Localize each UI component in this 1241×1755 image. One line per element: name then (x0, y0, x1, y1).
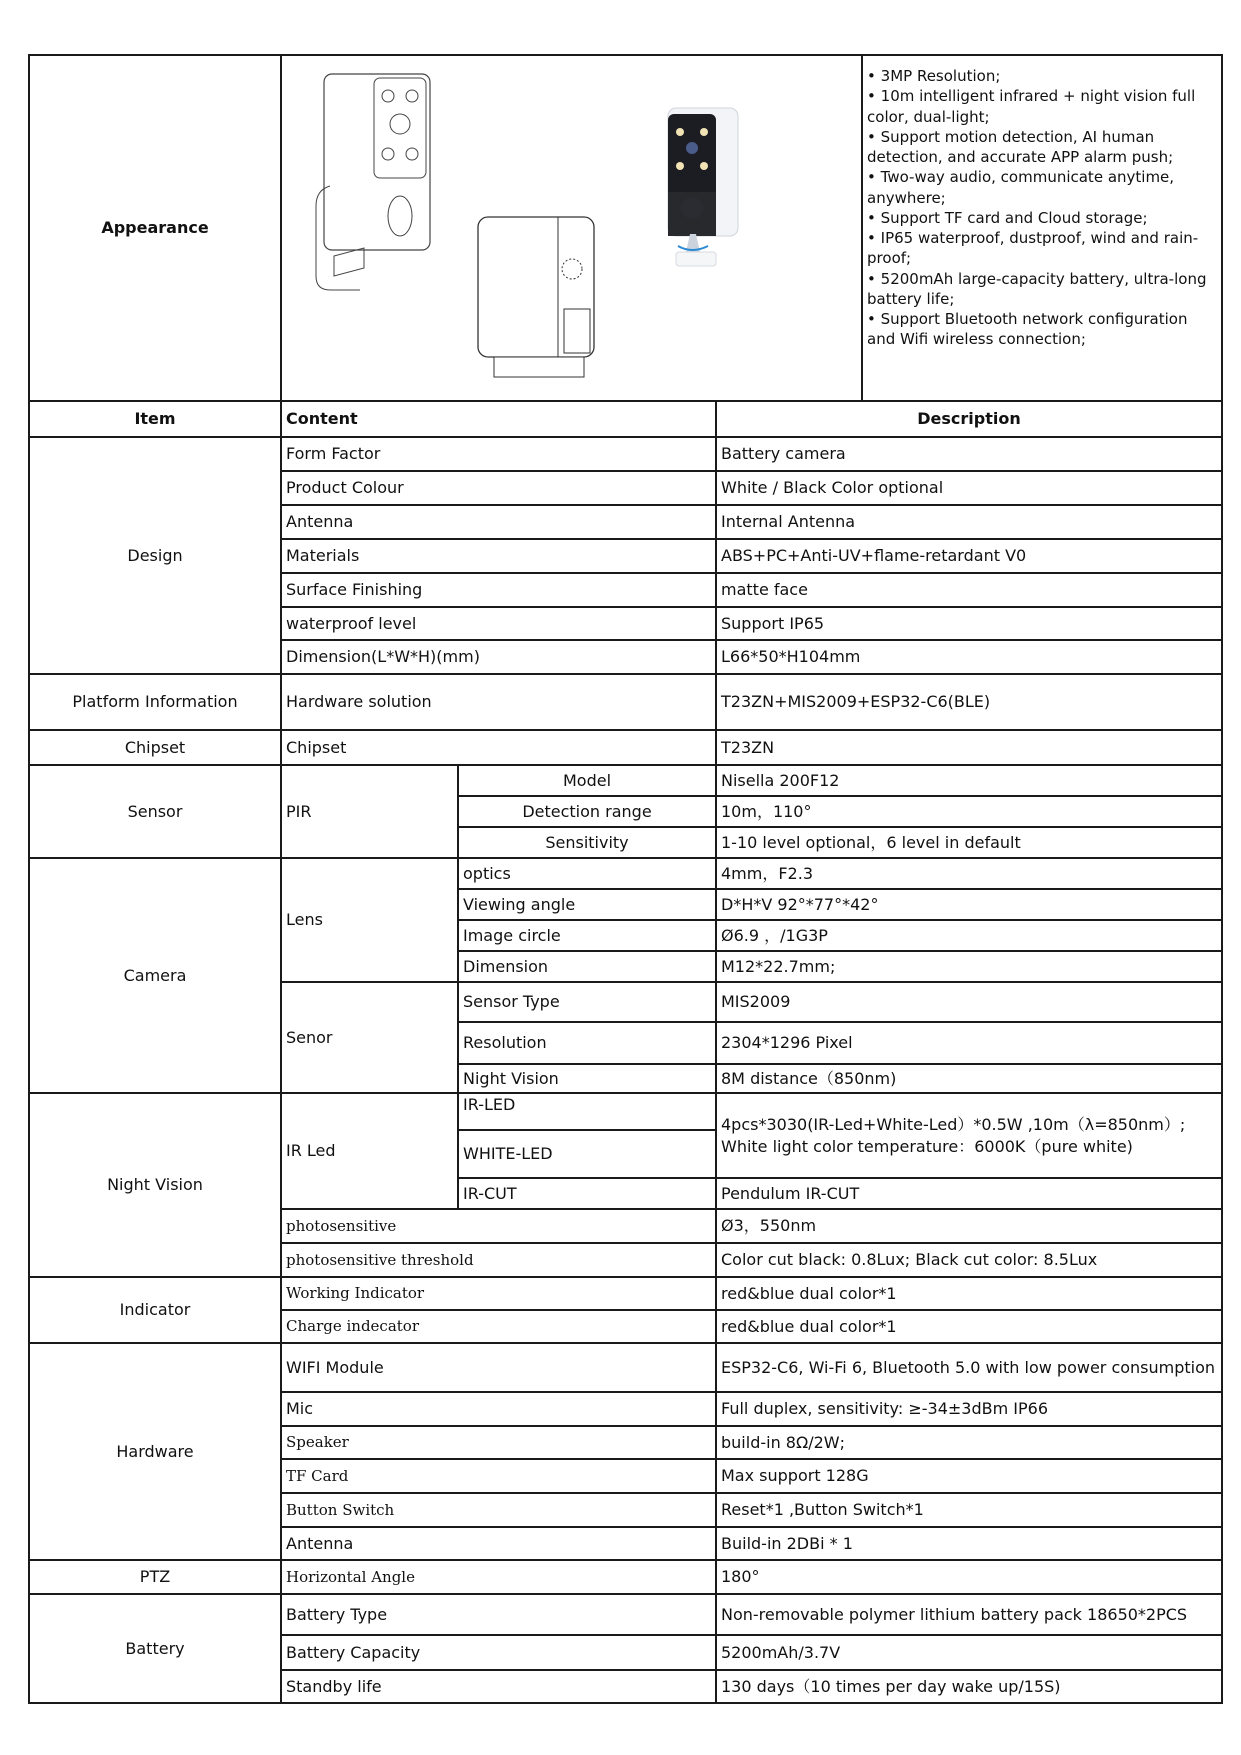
row-value: Nisella 200F12 (716, 765, 1222, 796)
table-row (29, 1594, 1222, 1635)
group-senor: Senor (281, 982, 458, 1093)
row-value: ABS+PC+Anti-UV+flame-retardant V0 (716, 539, 1222, 573)
row-key: Working Indicator (281, 1277, 716, 1310)
row-key: photosensitive threshold (281, 1243, 716, 1277)
row-value: 1-10 level optional，6 level in default (716, 827, 1222, 858)
feature-item: • Two-way audio, communicate anytime, anywhere; (867, 168, 1175, 207)
table-row (29, 437, 1222, 471)
row-value: 130 days（10 times per day wake up/15S) (716, 1670, 1222, 1703)
row-value-led (716, 1093, 1222, 1178)
row-value: 5200mAh/3.7V (716, 1635, 1222, 1670)
row-value: 2304*1296 Pixel (716, 1022, 1222, 1064)
row-value: D*H*V 92°*77°*42° (716, 889, 1222, 920)
row-value: MIS2009 (716, 982, 1222, 1022)
row-key: Surface Finishing (281, 573, 716, 607)
row-value: Support IP65 (716, 607, 1222, 640)
row-value: matte face (716, 573, 1222, 607)
table-row (29, 1277, 1222, 1310)
row-value: White / Black Color optional (716, 471, 1222, 505)
section-design: Design (29, 437, 281, 674)
row-value: 8M distance（850nm) (716, 1064, 1222, 1093)
table-row (29, 1343, 1222, 1392)
row-value: Ø6.9 ，/1G3P (716, 920, 1222, 951)
table-row (29, 730, 1222, 765)
header-content: Content (281, 401, 716, 437)
row-key: Image circle (458, 920, 716, 951)
table-row (29, 674, 1222, 730)
row-key: Sensitivity (458, 827, 716, 858)
row-value: 4mm，F2.3 (716, 858, 1222, 889)
feature-item: • Support Bluetooth network configuration and Wifi wireless connection; (867, 310, 1188, 349)
row-key: Viewing angle (458, 889, 716, 920)
row-value: M12*22.7mm; (716, 951, 1222, 982)
row-key: Materials (281, 539, 716, 573)
header-row (29, 401, 1222, 437)
row-key: Speaker (281, 1426, 716, 1459)
row-value: Pendulum IR-CUT (716, 1178, 1222, 1209)
row-key: Chipset (281, 730, 716, 765)
feature-item: • 10m intelligent infrared + night vision full color, dual-light; (867, 87, 1196, 126)
table-row (29, 1560, 1222, 1594)
row-value: L66*50*H104mm (716, 640, 1222, 674)
row-key: TF Card (281, 1459, 716, 1493)
row-key: Form Factor (281, 437, 716, 471)
row-value: ESP32-C6, Wi-Fi 6, Bluetooth 5.0 with low power consumption (716, 1343, 1222, 1392)
feature-item: • 5200mAh large-capacity battery, ultra-long battery life; (867, 269, 1207, 308)
section-hardware: Hardware (29, 1343, 281, 1560)
camera-line-drawing-side (472, 211, 602, 391)
header-item: Item (29, 401, 281, 437)
led-desc-line: 4pcs*3030(IR-Led+White-Led）*0.5W ,10m（λ=850nm）; (721, 1114, 1186, 1134)
row-value: T23ZN (716, 730, 1222, 765)
row-key-white-led: WHITE-LED (458, 1130, 716, 1178)
row-key: photosensitive (281, 1209, 716, 1243)
header-description: Description (716, 401, 1222, 437)
row-key: Hardware solution (281, 674, 716, 730)
led-desc-line: White light color temperature：6000K（pure white) (721, 1136, 1133, 1156)
row-key: Mic (281, 1392, 716, 1426)
row-value: red&blue dual color*1 (716, 1277, 1222, 1310)
feature-item: • Support motion detection, AI human detection, and accurate APP alarm push; (867, 127, 1174, 166)
row-key: Night Vision (458, 1064, 716, 1093)
row-value: 180° (716, 1560, 1222, 1594)
camera-line-drawing-front (310, 66, 440, 306)
section-indicator: Indicator (29, 1277, 281, 1343)
section-battery: Battery (29, 1594, 281, 1703)
group-pir: PIR (281, 765, 458, 858)
section-sensor: Sensor (29, 765, 281, 858)
appearance-images (281, 55, 862, 401)
row-value: Full duplex, sensitivity: ≥-34±3dBm IP66 (716, 1392, 1222, 1426)
row-key: Horizontal Angle (281, 1560, 716, 1594)
row-key: Model (458, 765, 716, 796)
camera-photo-white-black (662, 106, 752, 271)
appearance-label: Appearance (29, 55, 281, 401)
section-platform: Platform Information (29, 674, 281, 730)
spec-table (28, 54, 1223, 1704)
row-value: Reset*1 ,Button Switch*1 (716, 1493, 1222, 1527)
features-list (862, 55, 1222, 401)
row-value: Non-removable polymer lithium battery pack 18650*2PCS (716, 1594, 1222, 1635)
feature-item: • 3MP Resolution; (867, 67, 1001, 85)
row-value: build-in 8Ω/2W; (716, 1426, 1222, 1459)
table-row (29, 765, 1222, 796)
row-key: IR-CUT (458, 1178, 716, 1209)
row-key: Dimension(L*W*H)(mm) (281, 640, 716, 674)
row-value: T23ZN+MIS2009+ESP32-C6(BLE) (716, 674, 1222, 730)
row-key: Sensor Type (458, 982, 716, 1022)
section-night-vision: Night Vision (29, 1093, 281, 1277)
row-key: Product Colour (281, 471, 716, 505)
row-key: Antenna (281, 1527, 716, 1560)
table-row (29, 1093, 1222, 1130)
row-key: Resolution (458, 1022, 716, 1064)
row-key: Detection range (458, 796, 716, 827)
row-value: 10m，110° (716, 796, 1222, 827)
section-camera: Camera (29, 858, 281, 1093)
feature-item: • IP65 waterproof, dustproof, wind and rain-proof; (867, 229, 1199, 268)
row-key: Dimension (458, 951, 716, 982)
row-key-ir-led: IR-LED (458, 1093, 716, 1130)
table-row (29, 858, 1222, 889)
section-ptz: PTZ (29, 1560, 281, 1594)
row-value: Ø3，550nm (716, 1209, 1222, 1243)
row-key: Standby life (281, 1670, 716, 1703)
group-lens: Lens (281, 858, 458, 982)
row-value: Max support 128G (716, 1459, 1222, 1493)
row-key: Charge indecator (281, 1310, 716, 1343)
row-key: WIFI Module (281, 1343, 716, 1392)
row-value: red&blue dual color*1 (716, 1310, 1222, 1343)
row-key: Button Switch (281, 1493, 716, 1527)
row-value: Build-in 2DBi * 1 (716, 1527, 1222, 1560)
row-value: Internal Antenna (716, 505, 1222, 539)
row-key: waterproof level (281, 607, 716, 640)
section-chipset: Chipset (29, 730, 281, 765)
row-key: optics (458, 858, 716, 889)
row-key: Antenna (281, 505, 716, 539)
feature-item: • Support TF card and Cloud storage; (867, 208, 1148, 227)
row-value: Battery camera (716, 437, 1222, 471)
row-value: Color cut black: 0.8Lux; Black cut color: 8.5Lux (716, 1243, 1222, 1277)
group-ir-led: IR Led (281, 1093, 458, 1209)
row-key: Battery Capacity (281, 1635, 716, 1670)
row-key: Battery Type (281, 1594, 716, 1635)
